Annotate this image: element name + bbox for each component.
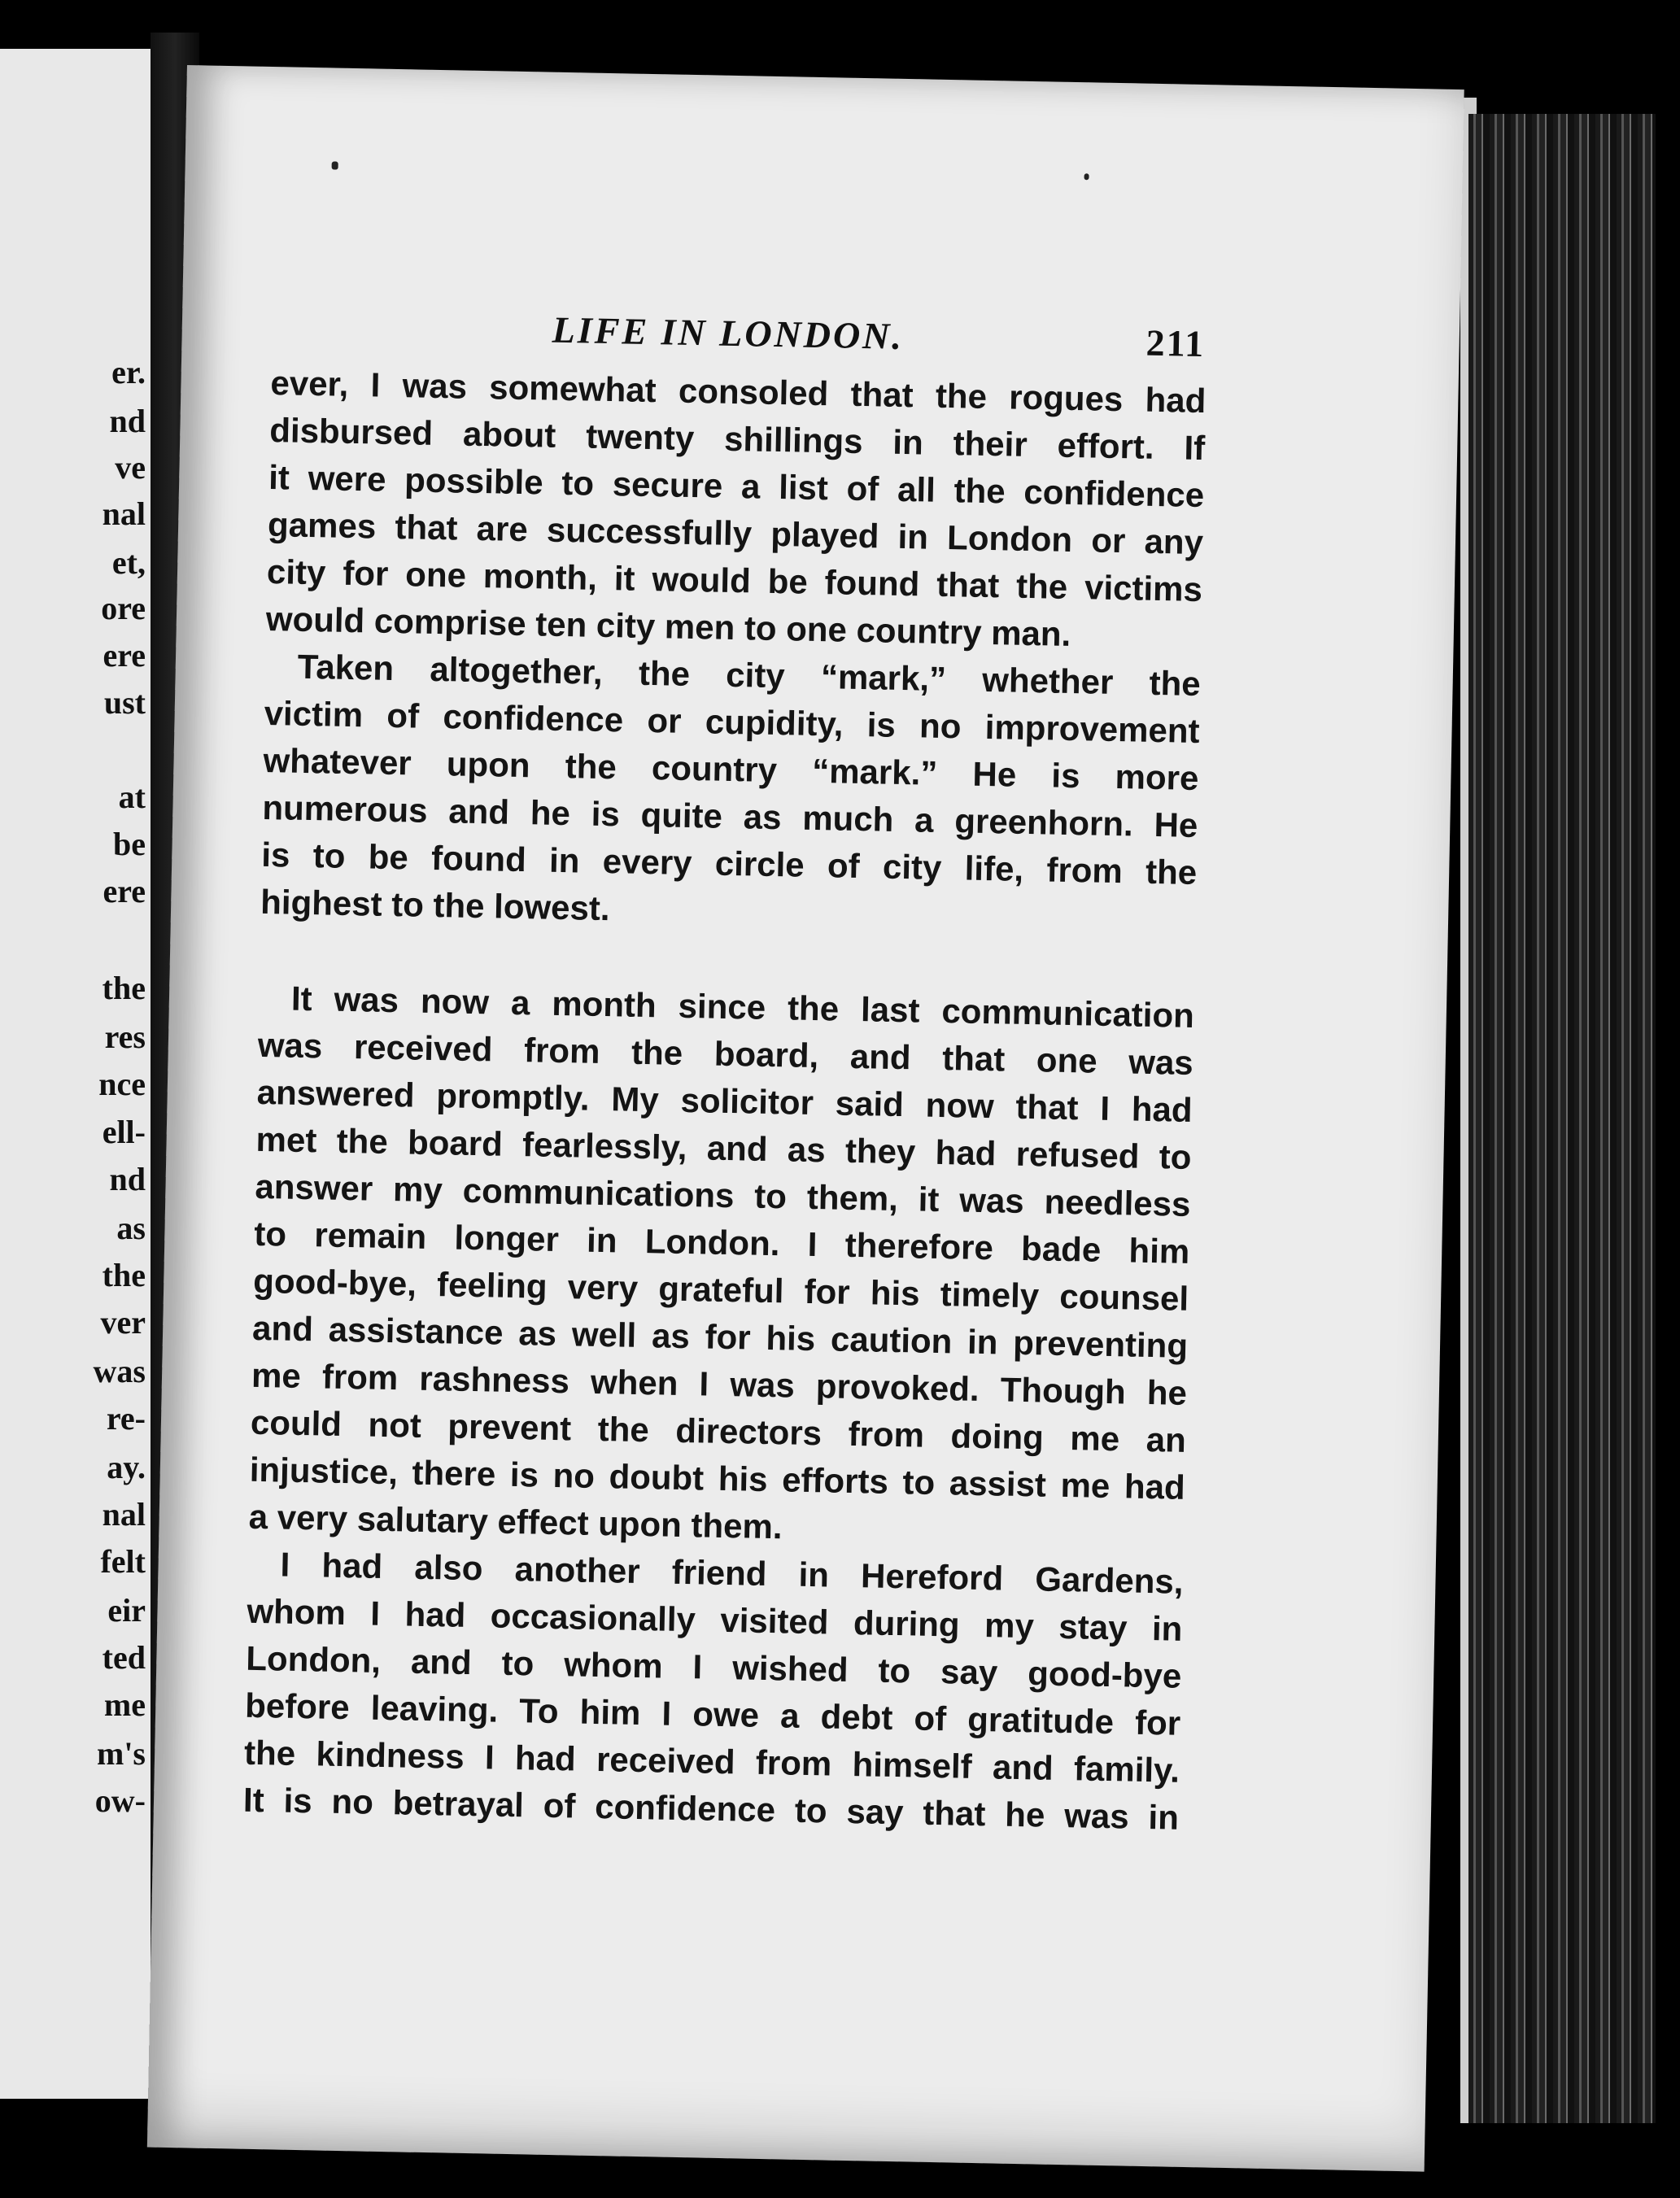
running-head: LIFE IN LONDON.: [552, 308, 905, 357]
text-line: disbursed about twenty shillings in their effort. If: [268, 411, 1206, 468]
left-page-fragment: ust: [103, 684, 146, 721]
left-page-fragment: et,: [111, 544, 146, 581]
text-line: ever, I was somewhat consoled that the rogues had: [270, 364, 1207, 421]
left-page-fragment: me: [103, 1686, 146, 1723]
body-text: [243, 360, 1207, 1842]
text-line: and assistance as well as for his caution in preventing: [251, 1308, 1189, 1365]
text-line: whom I had occasionally visited during my stay in: [247, 1591, 1183, 1648]
left-page-fragment: ore: [101, 590, 146, 626]
text-line: highest to the lowest.: [260, 882, 611, 928]
left-page-fragment: the: [102, 970, 146, 1006]
left-page-fragment: ere: [103, 873, 146, 909]
left-page-fragment: the: [102, 1257, 146, 1293]
left-page-fragment: nce: [98, 1066, 146, 1102]
left-page-fragment: m's: [97, 1735, 146, 1772]
text-line: It is no betrayal of confidence to say that he was in: [242, 1780, 1180, 1837]
ink-speck: [332, 161, 338, 169]
text-line: whatever upon the country “mark.” He is more: [263, 740, 1199, 798]
text-line: the kindness I had received from himself and family.: [243, 1733, 1180, 1790]
left-page-fragment: as: [116, 1210, 146, 1246]
text-line: good-bye, feeling very grateful for his timely counsel: [252, 1261, 1189, 1318]
page-number: 211: [1145, 321, 1206, 365]
left-page-fragment: at: [118, 778, 146, 815]
left-page-fragment: ver: [100, 1304, 146, 1341]
left-page-fragment: nal: [102, 1496, 146, 1533]
text-line: answer my communications to them, it was needless: [255, 1167, 1191, 1223]
text-line: me from rashness when I was provoked. Though he: [251, 1355, 1188, 1412]
left-page-fragment: nal: [102, 495, 146, 532]
text-line: a very salutary effect upon them.: [248, 1497, 783, 1546]
text-line: I had also another friend in Hereford Gardens,: [280, 1545, 1184, 1601]
text-line: before leaving. To him I owe a debt of gratitude for: [244, 1686, 1181, 1742]
left-page-fragment: eir: [107, 1592, 146, 1629]
left-page-fragment: ve: [115, 449, 146, 486]
text-line: would comprise ten city men to one country man.: [265, 599, 1071, 653]
left-page-fragment: nd: [109, 1161, 146, 1197]
text-line: was received from the board, and that one was: [257, 1025, 1194, 1082]
text-line: to remain longer in London. I therefore bade him: [253, 1214, 1190, 1271]
left-page-fragment: was: [93, 1353, 146, 1389]
ink-speck: [1084, 173, 1089, 180]
left-page-fragment: felt: [100, 1543, 146, 1580]
left-page-fragment: res: [104, 1018, 146, 1055]
text-line: it were possible to secure a list of all the confidence: [268, 458, 1205, 515]
left-page-fragment: er.: [111, 354, 146, 390]
text-line: is to be found in every circle of city life, from the: [260, 835, 1198, 892]
text-line: met the board fearlessly, and as they had refused to: [255, 1119, 1192, 1176]
text-line: It was now a month since the last communication: [290, 979, 1195, 1035]
text-line: victim of confidence or cupidity, is no improvement: [264, 693, 1200, 751]
left-page-fragment: ay.: [107, 1449, 146, 1485]
left-page-fragment: ow-: [94, 1782, 146, 1819]
text-line: injustice, there is no doubt his efforts to assist me had: [249, 1450, 1186, 1507]
text-line: city for one month, it would be found that the victims: [266, 552, 1203, 609]
text-line: games that are successfully played in London or any: [267, 505, 1204, 562]
left-page-fragment: be: [113, 826, 146, 862]
book-page: [147, 65, 1464, 2172]
text-line: London, and to whom I wished to say good-bye: [245, 1638, 1182, 1695]
book-page-edges: [1468, 114, 1656, 2123]
left-page-fragment: ell-: [102, 1114, 146, 1150]
left-page-fragment: ere: [103, 637, 146, 674]
left-page-fragment: re-: [106, 1400, 146, 1437]
text-line: could not prevent the directors from doing me an: [250, 1402, 1187, 1459]
text-line: numerous and he is quite as much a greenhorn. He: [262, 787, 1198, 845]
left-page-fragment: ted: [102, 1639, 146, 1676]
left-facing-page: [0, 49, 151, 2099]
text-line: Taken altogether, the city “mark,” whether the: [297, 647, 1202, 704]
text-line: answered promptly. My solicitor said now that I had: [256, 1072, 1193, 1129]
left-page-fragment: nd: [109, 403, 146, 439]
